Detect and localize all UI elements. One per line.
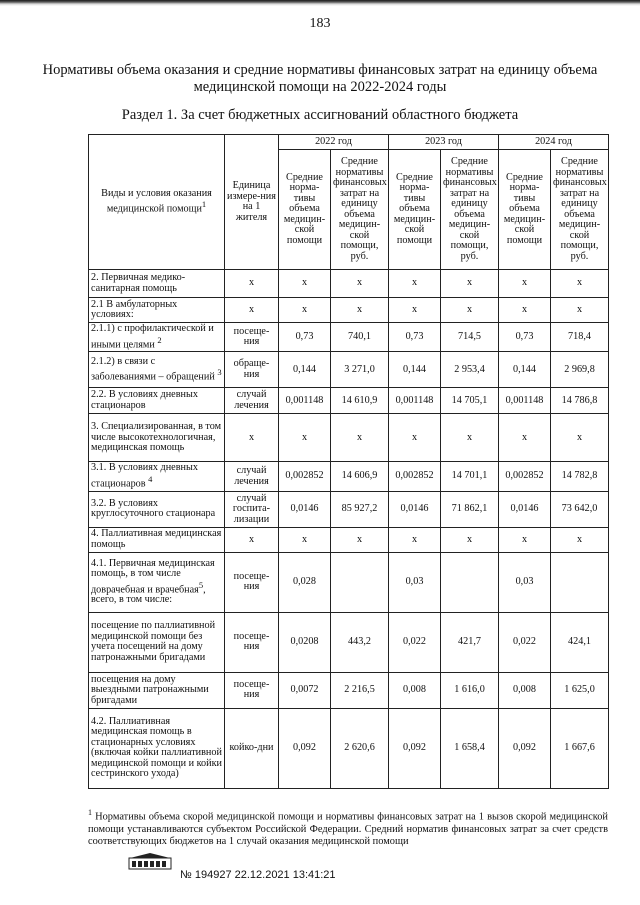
cost-2024-cell: х [551, 527, 609, 552]
volume-2023-cell: 0,002852 [389, 462, 441, 491]
footnote-text: Нормативы объема скорой медицинской помощи и нормативы финансовых затрат на 1 вызов скорой медицинской помощи устанавливаются субъектом Российской Федерации. Средний норматив финансовых затрат за счет средств соответствующих бюджетов на 1 случай оказания медицинской помощи [88, 811, 608, 848]
footnote-mark: 1 [88, 808, 92, 817]
table-row [89, 708, 609, 788]
library-stamp-icon [128, 852, 172, 875]
unit-cell: случай лечения [225, 462, 279, 491]
volume-2023-cell: 0,73 [389, 323, 441, 352]
volume-2022-cell: 0,0072 [279, 672, 331, 708]
document-title: Нормативы объема оказания и средние нормативы финансовых затрат на единицу объема медицинской помощи на 2022-2024 годы [42, 62, 598, 95]
cost-2023-cell: 714,5 [441, 323, 499, 352]
row-label: 2. Первичная медико-санитарная помощь [89, 270, 225, 298]
row-label: 4.2. Паллиативная медицинская помощь в стационарных условиях (включая койки паллиативной медицинской помощи и койки сестринского ухода) [89, 708, 225, 788]
scan-edge [0, 0, 640, 6]
cost-2022-cell: 14 606,9 [331, 462, 389, 491]
volume-2022-cell: х [279, 298, 331, 323]
cost-2024-cell: 1 667,6 [551, 708, 609, 788]
table-row [89, 462, 609, 491]
volume-2024-cell: 0,001148 [499, 388, 551, 414]
volume-2022-cell: 0,144 [279, 352, 331, 388]
cost-2024-cell: 424,1 [551, 612, 609, 672]
header-types: Виды и условия оказания медицинской помощи$^1$ [89, 135, 225, 270]
page-number: 183 [309, 16, 331, 31]
cost-2024-cell: х [551, 270, 609, 298]
volume-2022-cell: х [279, 414, 331, 462]
volume-2024-cell: х [499, 298, 551, 323]
header-cost-2023: Средние нормативы финансовых затрат на единицу объема медицин-ской помощи, руб. [441, 150, 499, 270]
table-row [89, 491, 609, 527]
volume-2024-cell: 0,092 [499, 708, 551, 788]
volume-2023-cell: х [389, 270, 441, 298]
unit-cell: посеще-ния [225, 552, 279, 612]
unit-cell: посеще-ния [225, 612, 279, 672]
unit-cell: посеще-ния [225, 323, 279, 352]
unit-cell: посеще-ния [225, 672, 279, 708]
row-label: 2.1.1) с профилактической и иными целями $^2$ [89, 323, 225, 352]
volume-2022-cell: х [279, 527, 331, 552]
volume-2023-cell: 0,092 [389, 708, 441, 788]
cost-2023-cell: 14 701,1 [441, 462, 499, 491]
cost-2022-cell: 85 927,2 [331, 491, 389, 527]
header-year-2024: 2024 год [499, 135, 609, 150]
header-volume-2023: Средние норма-тивы объема медицин-ской помощи [389, 150, 441, 270]
unit-cell: х [225, 298, 279, 323]
table-row [89, 298, 609, 323]
table-row [89, 612, 609, 672]
footnote [88, 807, 608, 849]
volume-2024-cell: 0,144 [499, 352, 551, 388]
cost-2023-cell: 2 953,4 [441, 352, 499, 388]
row-label: 3.1. В условиях дневных стационаров $^4$ [89, 462, 225, 491]
row-label: 4.1. Первичная медицинская помощь, в том числе доврачебная и врачебная$^5$, всего, в том числе: [89, 552, 225, 612]
cost-2022-cell: х [331, 298, 389, 323]
cost-2022-cell [331, 552, 389, 612]
volume-2023-cell: х [389, 414, 441, 462]
header-cost-2022: Средние нормативы финансовых затрат на единицу объема медицин-ской помощи, руб. [331, 150, 389, 270]
table-row [89, 270, 609, 298]
cost-2024-cell: 718,4 [551, 323, 609, 352]
table-row [89, 388, 609, 414]
cost-2022-cell: 3 271,0 [331, 352, 389, 388]
header-volume-2024: Средние норма-тивы объема медицин-ской помощи [499, 150, 551, 270]
cost-2023-cell: х [441, 527, 499, 552]
row-label: посещение по паллиативной медицинской помощи без учета посещений на дому патронажными бригадами [89, 612, 225, 672]
volume-2022-cell: 0,002852 [279, 462, 331, 491]
header-cost-2024: Средние нормативы финансовых затрат на единицу объема медицин-ской помощи, руб. [551, 150, 609, 270]
cost-2023-cell: 1 616,0 [441, 672, 499, 708]
cost-2023-cell: х [441, 414, 499, 462]
registration-stamp: № 194927 22.12.2021 13:41:21 [180, 869, 336, 881]
cost-2023-cell: х [441, 298, 499, 323]
row-label: 2.1.2) в связи с заболеваниями – обращений $^3$ [89, 352, 225, 388]
volume-2022-cell: 0,092 [279, 708, 331, 788]
header-unit: Единица измере-ния на 1 жителя [225, 135, 279, 270]
cost-2024-cell: 1 625,0 [551, 672, 609, 708]
volume-2023-cell: 0,022 [389, 612, 441, 672]
header-volume-2022: Средние норма-тивы объема медицин-ской помощи [279, 150, 331, 270]
volume-2024-cell: 0,73 [499, 323, 551, 352]
cost-2022-cell: 443,2 [331, 612, 389, 672]
table-row [89, 672, 609, 708]
volume-2022-cell: х [279, 270, 331, 298]
cost-2024-cell [551, 552, 609, 612]
volume-2023-cell: 0,03 [389, 552, 441, 612]
table-header-years [89, 135, 609, 150]
volume-2024-cell: 0,0146 [499, 491, 551, 527]
unit-cell: х [225, 414, 279, 462]
unit-cell: обраще-ния [225, 352, 279, 388]
cost-2022-cell: х [331, 527, 389, 552]
cost-2024-cell: 73 642,0 [551, 491, 609, 527]
cost-2022-cell: 2 620,6 [331, 708, 389, 788]
cost-2024-cell: 2 969,8 [551, 352, 609, 388]
volume-2023-cell: 0,144 [389, 352, 441, 388]
cost-2023-cell [441, 552, 499, 612]
volume-2022-cell: 0,001148 [279, 388, 331, 414]
volume-2022-cell: 0,028 [279, 552, 331, 612]
row-label: 2.1 В амбулаторных условиях: [89, 298, 225, 323]
row-label: 3.2. В условиях круглосуточного стационара [89, 491, 225, 527]
table-row [89, 352, 609, 388]
unit-cell: х [225, 270, 279, 298]
volume-2024-cell: 0,002852 [499, 462, 551, 491]
row-label: 4. Паллиативная медицинская помощь [89, 527, 225, 552]
cost-2023-cell: 1 658,4 [441, 708, 499, 788]
row-label: посещения на дому выездными патронажными бригадами [89, 672, 225, 708]
table-row [89, 552, 609, 612]
cost-2024-cell: 14 786,8 [551, 388, 609, 414]
cost-2022-cell: х [331, 270, 389, 298]
cost-2023-cell: 14 705,1 [441, 388, 499, 414]
volume-2023-cell: 0,0146 [389, 491, 441, 527]
table-row [89, 527, 609, 552]
row-label: 2.2. В условиях дневных стационаров [89, 388, 225, 414]
unit-cell: случай лечения [225, 388, 279, 414]
volume-2024-cell: х [499, 270, 551, 298]
table-row [89, 323, 609, 352]
volume-2022-cell: 0,73 [279, 323, 331, 352]
volume-2022-cell: 0,0208 [279, 612, 331, 672]
cost-2023-cell: 71 862,1 [441, 491, 499, 527]
volume-2024-cell: 0,022 [499, 612, 551, 672]
cost-2022-cell: 14 610,9 [331, 388, 389, 414]
volume-2023-cell: х [389, 527, 441, 552]
table-row [89, 414, 609, 462]
cost-2023-cell: 421,7 [441, 612, 499, 672]
header-year-2022: 2022 год [279, 135, 389, 150]
cost-2024-cell: 14 782,8 [551, 462, 609, 491]
cost-2022-cell: х [331, 414, 389, 462]
volume-2023-cell: х [389, 298, 441, 323]
volume-2023-cell: 0,001148 [389, 388, 441, 414]
cost-2024-cell: х [551, 298, 609, 323]
volume-2024-cell: х [499, 414, 551, 462]
norms-table [88, 134, 609, 789]
volume-2024-cell: х [499, 527, 551, 552]
volume-2022-cell: 0,0146 [279, 491, 331, 527]
cost-2022-cell: 2 216,5 [331, 672, 389, 708]
unit-cell: х [225, 527, 279, 552]
header-year-2023: 2023 год [389, 135, 499, 150]
volume-2024-cell: 0,008 [499, 672, 551, 708]
volume-2024-cell: 0,03 [499, 552, 551, 612]
section-title: Раздел 1. За счет бюджетных ассигнований областного бюджета [121, 107, 519, 123]
cost-2023-cell: х [441, 270, 499, 298]
unit-cell: случай госпита-лизации [225, 491, 279, 527]
cost-2022-cell: 740,1 [331, 323, 389, 352]
unit-cell: койко-дни [225, 708, 279, 788]
cost-2024-cell: х [551, 414, 609, 462]
volume-2023-cell: 0,008 [389, 672, 441, 708]
row-label: 3. Специализированная, в том числе высокотехнологичная, медицинская помощь [89, 414, 225, 462]
